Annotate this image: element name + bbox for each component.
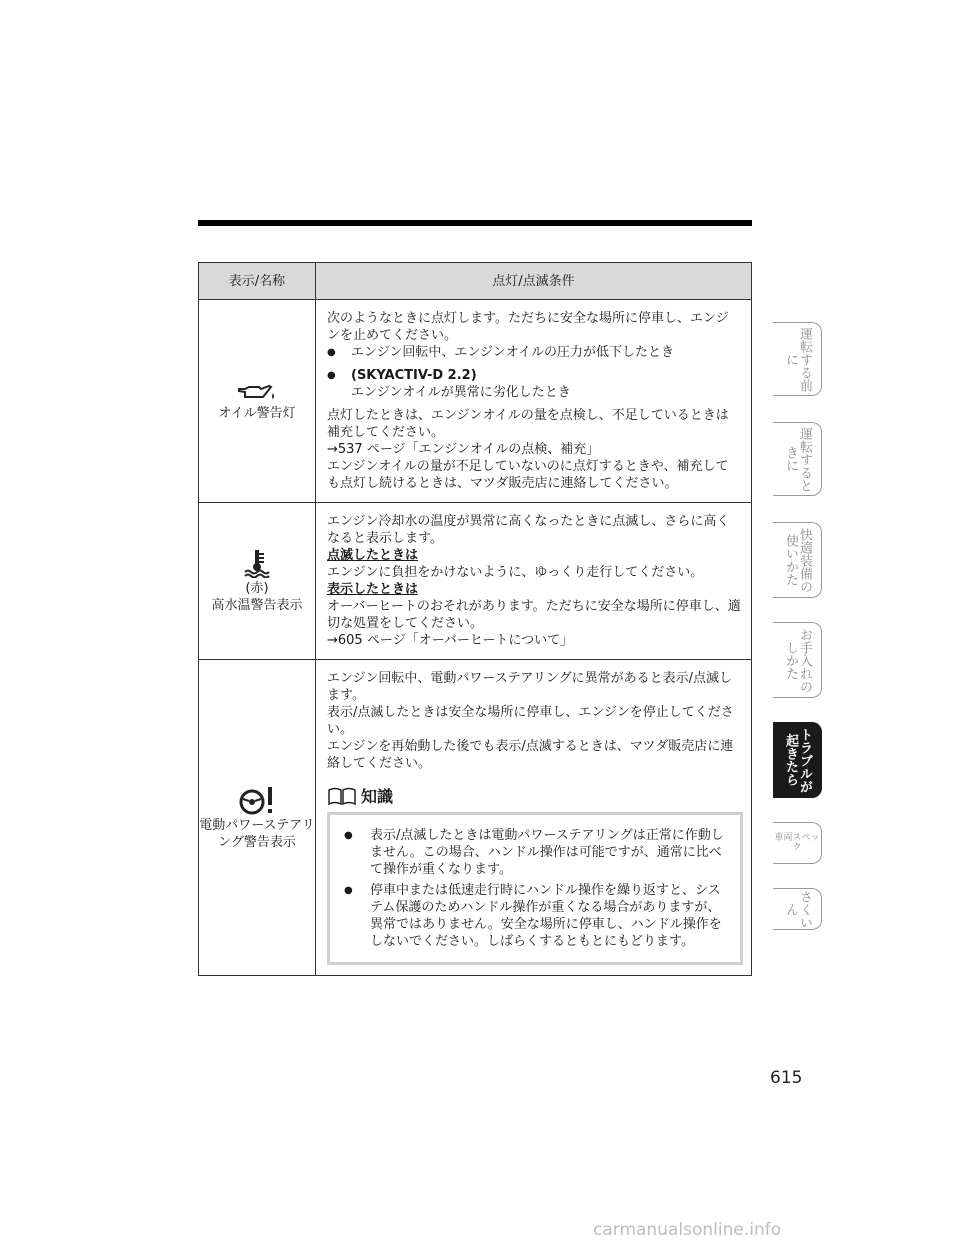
coolant-body2: オーバーヒートのおそれがあります。ただちに安全な場所に停車し、適切な処置をしてください。 <box>327 599 741 631</box>
oil-para1: 次のようなときに点灯します。ただちに安全な場所に停車し、エンジンを止めてください。 <box>327 311 729 343</box>
oil-warning-desc <box>316 300 752 503</box>
coolant-body1: エンジンに負担をかけないように、ゆっくり走行してください。 <box>327 565 704 580</box>
coolant-temp-icon <box>242 548 272 578</box>
oil-can-icon <box>235 381 279 403</box>
knowledge-heading <box>327 786 741 806</box>
tab-before-driving[interactable]: 運転する前に <box>773 322 822 396</box>
header-condition: 点灯/点滅条件 <box>316 263 752 300</box>
top-rule <box>198 220 752 226</box>
oil-ref: →537 ページ「エンジンオイルの点検、補充」 <box>327 442 600 457</box>
coolant-warning-label: 高水温警告表示 <box>211 598 303 613</box>
eps-warning-cell <box>199 660 316 976</box>
oil-para2: 点灯したときは、エンジンオイルの量を点検し、不足しているときは補充してください。 <box>327 408 729 440</box>
eps-para1: エンジン回転中、電動パワーステアリングに異常があると表示/点滅します。 <box>327 671 733 703</box>
watermark: carmanualsonline.info <box>593 1220 782 1240</box>
coolant-ref: →605 ページ「オーバーヒートについて」 <box>327 633 574 648</box>
knowledge-title: 知識 <box>361 786 394 806</box>
knowledge-item-1: ● 表示/点滅したときは電動パワーステアリングは正常に作動しません。この場合、ハンドル操作は可能ですが、通常に比べて操作が重くなります。 <box>340 827 728 878</box>
warning-table <box>198 262 752 976</box>
coolant-head1: 点滅したときは <box>327 548 419 563</box>
tab-while-driving[interactable]: 運転するときに <box>773 422 822 496</box>
tab-specifications[interactable]: 車両スペック <box>773 822 822 864</box>
oil-warning-cell <box>199 300 316 503</box>
knowledge-box <box>327 812 743 965</box>
eps-para3: エンジンを再始動した後でも表示/点滅するときは、マツダ販売店に連絡してください。 <box>327 739 734 771</box>
header-name: 表示/名称 <box>199 263 316 300</box>
eps-warning-desc <box>316 660 752 976</box>
coolant-head2: 表示したときは <box>327 582 419 597</box>
book-icon <box>327 786 357 806</box>
oil-para3: エンジンオイルの量が不足していないのに点灯するときや、補充しても点灯し続けるときは、マツダ販売店に連絡してください。 <box>327 459 729 491</box>
oil-bullet1: ● エンジン回転中、エンジンオイルの圧力が低下したとき <box>327 344 741 361</box>
oil-bullet2-body: エンジンオイルが異常に劣化したとき <box>351 385 571 400</box>
tab-maintenance[interactable]: お手入れのしかた <box>773 622 822 698</box>
tab-comfort-features[interactable]: 快適装備の使いかた <box>773 522 822 598</box>
tab-troubleshooting[interactable]: トラブルが起きたら <box>773 722 822 798</box>
page-number: 615 <box>770 1068 803 1088</box>
coolant-warning-cell <box>199 503 316 660</box>
tab-index[interactable]: さくいん <box>773 888 822 930</box>
table-row <box>199 300 752 503</box>
oil-bullet2-head: ● (SKYACTIV-D 2.2) <box>351 368 477 383</box>
steering-warning-icon <box>237 785 277 815</box>
coolant-warning-desc <box>316 503 752 660</box>
table-header <box>199 263 752 300</box>
table-row <box>199 660 752 976</box>
table-row <box>199 503 752 660</box>
eps-para2: 表示/点滅したときは安全な場所に停車し、エンジンを停止してください。 <box>327 705 734 737</box>
eps-warning-label: 電動パワーステアリング警告表示 <box>199 817 315 850</box>
coolant-para1: エンジン冷却水の温度が異常に高くなったときに点滅し、さらに高くなると表示します。 <box>327 514 730 546</box>
oil-warning-label: オイル警告灯 <box>218 405 296 421</box>
knowledge-item-2: ● 停車中または低速走行時にハンドル操作を繰り返すと、システム保護のためハンドル操作が重くなる場合がありますが、異常ではありません。安全な場所に停車し、ハンドル操作をしないでください。しばらくするともとにもどります。 <box>340 882 728 950</box>
coolant-color-note: (赤) <box>245 581 269 596</box>
oil-bullet2 <box>327 367 741 401</box>
